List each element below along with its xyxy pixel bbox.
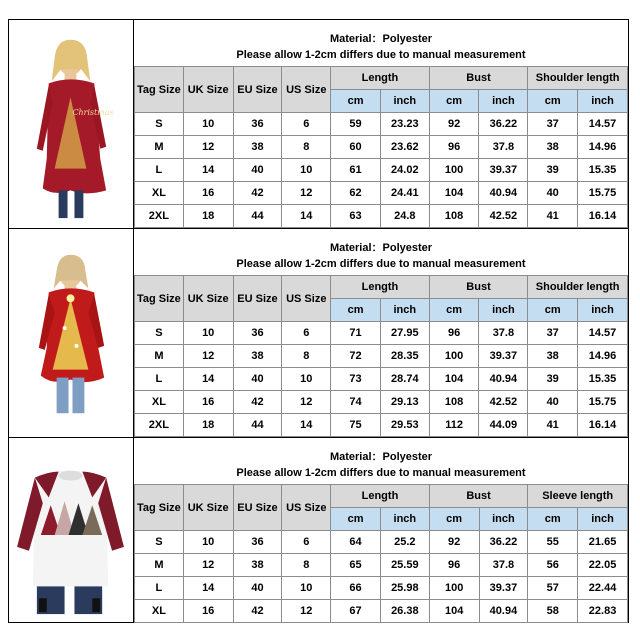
- length-header: Length: [331, 485, 430, 508]
- measurement-note: Please allow 1-2cm differs due to manual measurement: [236, 467, 526, 479]
- table-cell: 15.75: [578, 391, 628, 414]
- inch-subheader: inch: [479, 508, 528, 531]
- table-cell: 44: [233, 414, 282, 437]
- table-cell: 14: [183, 159, 233, 182]
- table-cell: 92: [429, 531, 479, 554]
- table-cell: 36.22: [479, 113, 528, 136]
- table-cell: 40: [233, 368, 282, 391]
- shoulder-length-header: Shoulder length: [528, 276, 628, 299]
- table-cell: 25.2: [380, 531, 429, 554]
- table-row: [135, 136, 628, 159]
- size-chart-block-3: [8, 437, 629, 623]
- table-cell: 14.57: [578, 113, 628, 136]
- table-cell: 39.37: [479, 577, 528, 600]
- us-size-header: US Size: [282, 67, 331, 113]
- table-cell: 38: [233, 136, 282, 159]
- table-cell: 16: [183, 391, 233, 414]
- table-cell: 42.52: [479, 391, 528, 414]
- tag-size-header: Tag Size: [135, 67, 184, 113]
- table-cell: 6: [282, 322, 331, 345]
- inch-subheader: inch: [578, 299, 628, 322]
- table-cell: 25.98: [380, 577, 429, 600]
- product-photo-red-tree-tunic: [9, 229, 134, 437]
- table-cell: 24.8: [380, 205, 429, 228]
- table-cell: 44.09: [479, 414, 528, 437]
- length-header: Length: [331, 276, 430, 299]
- inch-subheader: inch: [479, 299, 528, 322]
- table-cell: 29.13: [380, 391, 429, 414]
- table-cell: 22.44: [578, 577, 628, 600]
- table-cell: 23.23: [380, 113, 429, 136]
- table-cell: 12: [282, 600, 331, 623]
- table-row: [135, 182, 628, 205]
- table-cell: 15.75: [578, 182, 628, 205]
- table-cell: 8: [282, 345, 331, 368]
- table-cell: 38: [233, 554, 282, 577]
- table-cell: 10: [183, 322, 233, 345]
- table-row: [135, 159, 628, 182]
- us-size-header: US Size: [282, 485, 331, 531]
- us-size-header: US Size: [282, 276, 331, 322]
- table-cell: XL: [135, 600, 184, 623]
- table-cell: 65: [331, 554, 381, 577]
- table-cell: 37.8: [479, 554, 528, 577]
- table-cell: 14.96: [578, 345, 628, 368]
- table-row: [135, 322, 628, 345]
- table-cell: 58: [528, 600, 578, 623]
- table-header: [134, 20, 628, 66]
- table-cell: 40.94: [479, 182, 528, 205]
- table-cell: 16.14: [578, 414, 628, 437]
- table-cell: 39: [528, 368, 578, 391]
- table-cell: 37.8: [479, 322, 528, 345]
- table-cell: 96: [429, 136, 479, 159]
- table-row: [135, 577, 628, 600]
- table-cell: L: [135, 159, 184, 182]
- table-cell: 10: [282, 577, 331, 600]
- inch-subheader: inch: [380, 299, 429, 322]
- table-cell: L: [135, 368, 184, 391]
- table-cell: L: [135, 577, 184, 600]
- bust-header: Bust: [429, 485, 528, 508]
- table-cell: 23.62: [380, 136, 429, 159]
- material-text: Material：Polyester: [329, 33, 433, 45]
- table-cell: 36: [233, 322, 282, 345]
- table-cell: 41: [528, 414, 578, 437]
- table-cell: 42: [233, 182, 282, 205]
- model-red-golden-tree-tunic-image: [9, 229, 133, 437]
- eu-size-header: EU Size: [233, 276, 282, 322]
- table-cell: 12: [183, 554, 233, 577]
- table-cell: 44: [233, 205, 282, 228]
- svg-text:Christmas: Christmas: [72, 108, 114, 118]
- cm-subheader: cm: [429, 299, 479, 322]
- table-row: [135, 531, 628, 554]
- uk-size-header: UK Size: [183, 276, 233, 322]
- table-cell: 40.94: [479, 600, 528, 623]
- table-cell: 14: [183, 368, 233, 391]
- table-cell: 10: [183, 113, 233, 136]
- table-row: [135, 391, 628, 414]
- table-cell: 42: [233, 600, 282, 623]
- table-cell: 15.35: [578, 368, 628, 391]
- shoulder-length-header: Shoulder length: [528, 67, 628, 90]
- table-cell: 8: [282, 136, 331, 159]
- table-cell: 104: [429, 182, 479, 205]
- table-cell: 42: [233, 391, 282, 414]
- cm-subheader: cm: [331, 299, 381, 322]
- table-row: [135, 113, 628, 136]
- table-cell: 28.35: [380, 345, 429, 368]
- eu-size-header: EU Size: [233, 67, 282, 113]
- table-cell: 12: [282, 391, 331, 414]
- table-cell: S: [135, 113, 184, 136]
- table-cell: 38: [528, 345, 578, 368]
- table-cell: 36: [233, 113, 282, 136]
- table-cell: 60: [331, 136, 381, 159]
- table-header: [134, 229, 628, 275]
- model-red-christmas-tree-tunic-image: [9, 20, 133, 228]
- uk-size-header: UK Size: [183, 67, 233, 113]
- table-cell: 66: [331, 577, 381, 600]
- product-photo-raglan-tee: [9, 438, 134, 622]
- table-cell: 8: [282, 554, 331, 577]
- table-cell: 29.53: [380, 414, 429, 437]
- table-cell: 104: [429, 368, 479, 391]
- table-cell: 16: [183, 600, 233, 623]
- table-cell: 96: [429, 554, 479, 577]
- cm-subheader: cm: [528, 299, 578, 322]
- size-chart-block-1: [8, 19, 629, 229]
- table-cell: 18: [183, 205, 233, 228]
- tag-size-header: Tag Size: [135, 276, 184, 322]
- table-cell: 59: [331, 113, 381, 136]
- table-cell: 21.65: [578, 531, 628, 554]
- table-cell: 22.83: [578, 600, 628, 623]
- table-cell: 24.41: [380, 182, 429, 205]
- table-row: [135, 414, 628, 437]
- measurement-note: Please allow 1-2cm differs due to manual measurement: [236, 49, 526, 61]
- table-cell: 38: [233, 345, 282, 368]
- table-cell: 14: [282, 414, 331, 437]
- table-cell: 28.74: [380, 368, 429, 391]
- table-cell: 40.94: [479, 368, 528, 391]
- table-cell: 40: [233, 577, 282, 600]
- table-cell: 2XL: [135, 414, 184, 437]
- table-cell: 74: [331, 391, 381, 414]
- table-cell: 62: [331, 182, 381, 205]
- table-cell: 14.57: [578, 322, 628, 345]
- cm-subheader: cm: [429, 90, 479, 113]
- table-cell: 15.35: [578, 159, 628, 182]
- size-table-1: [134, 66, 628, 228]
- table-row: [135, 554, 628, 577]
- size-table-2: [134, 275, 628, 437]
- table-cell: 100: [429, 345, 479, 368]
- table-row: [135, 205, 628, 228]
- table-cell: 37: [528, 113, 578, 136]
- table-cell: 41: [528, 205, 578, 228]
- table-cell: 14.96: [578, 136, 628, 159]
- table-cell: 14: [183, 577, 233, 600]
- table-cell: XL: [135, 391, 184, 414]
- table-cell: 37: [528, 322, 578, 345]
- table-cell: 14: [282, 205, 331, 228]
- table-cell: 42.52: [479, 205, 528, 228]
- table-cell: 10: [282, 368, 331, 391]
- material-text: Material：Polyester: [329, 242, 433, 254]
- table-cell: 24.02: [380, 159, 429, 182]
- table-cell: 71: [331, 322, 381, 345]
- cm-subheader: cm: [331, 90, 381, 113]
- table-cell: 67: [331, 600, 381, 623]
- table-header: [134, 438, 628, 484]
- table-row: [135, 345, 628, 368]
- material-text: Material：Polyester: [329, 451, 433, 463]
- table-cell: 40: [528, 182, 578, 205]
- table-cell: 22.05: [578, 554, 628, 577]
- table-cell: 40: [528, 391, 578, 414]
- table-cell: M: [135, 554, 184, 577]
- table-cell: 100: [429, 159, 479, 182]
- table-cell: 6: [282, 531, 331, 554]
- size-chart-block-2: [8, 228, 629, 438]
- table-cell: S: [135, 531, 184, 554]
- table-cell: 75: [331, 414, 381, 437]
- measurement-note: Please allow 1-2cm differs due to manual measurement: [236, 258, 526, 270]
- table-cell: 16.14: [578, 205, 628, 228]
- table-cell: 57: [528, 577, 578, 600]
- tag-size-header: Tag Size: [135, 485, 184, 531]
- inch-subheader: inch: [578, 508, 628, 531]
- table-cell: 61: [331, 159, 381, 182]
- table-cell: 37.8: [479, 136, 528, 159]
- table-cell: S: [135, 322, 184, 345]
- size-table-3: [134, 484, 628, 623]
- inch-subheader: inch: [380, 508, 429, 531]
- table-cell: 12: [183, 136, 233, 159]
- table-cell: 27.95: [380, 322, 429, 345]
- table-cell: 12: [183, 345, 233, 368]
- table-cell: 108: [429, 205, 479, 228]
- table-cell: 39: [528, 159, 578, 182]
- table-cell: 6: [282, 113, 331, 136]
- bust-header: Bust: [429, 276, 528, 299]
- table-cell: 2XL: [135, 205, 184, 228]
- table-cell: 36: [233, 531, 282, 554]
- table-cell: 112: [429, 414, 479, 437]
- inch-subheader: inch: [380, 90, 429, 113]
- table-cell: 92: [429, 113, 479, 136]
- length-header: Length: [331, 67, 430, 90]
- table-cell: 12: [282, 182, 331, 205]
- raglan-christmas-trees-tee-image: [9, 438, 133, 622]
- table-cell: 56: [528, 554, 578, 577]
- table-cell: 39.37: [479, 345, 528, 368]
- table-cell: 39.37: [479, 159, 528, 182]
- table-cell: 72: [331, 345, 381, 368]
- table-cell: 40: [233, 159, 282, 182]
- product-photo-red-tunic: [9, 20, 134, 228]
- table-cell: 73: [331, 368, 381, 391]
- cm-subheader: cm: [528, 90, 578, 113]
- table-cell: 63: [331, 205, 381, 228]
- uk-size-header: UK Size: [183, 485, 233, 531]
- table-cell: 38: [528, 136, 578, 159]
- table-cell: XL: [135, 182, 184, 205]
- cm-subheader: cm: [528, 508, 578, 531]
- table-cell: 104: [429, 600, 479, 623]
- cm-subheader: cm: [429, 508, 479, 531]
- table-cell: 55: [528, 531, 578, 554]
- inch-subheader: inch: [578, 90, 628, 113]
- table-cell: 96: [429, 322, 479, 345]
- table-cell: M: [135, 136, 184, 159]
- cm-subheader: cm: [331, 508, 381, 531]
- table-row: [135, 368, 628, 391]
- table-cell: 100: [429, 577, 479, 600]
- sleeve-length-header: Sleeve length: [528, 485, 628, 508]
- table-cell: 25.59: [380, 554, 429, 577]
- eu-size-header: EU Size: [233, 485, 282, 531]
- table-cell: 10: [183, 531, 233, 554]
- table-cell: 16: [183, 182, 233, 205]
- bust-header: Bust: [429, 67, 528, 90]
- table-cell: 108: [429, 391, 479, 414]
- table-cell: 64: [331, 531, 381, 554]
- table-cell: 26.38: [380, 600, 429, 623]
- table-cell: M: [135, 345, 184, 368]
- table-cell: 36.22: [479, 531, 528, 554]
- table-row: [135, 600, 628, 623]
- inch-subheader: inch: [479, 90, 528, 113]
- table-cell: 10: [282, 159, 331, 182]
- table-cell: 18: [183, 414, 233, 437]
